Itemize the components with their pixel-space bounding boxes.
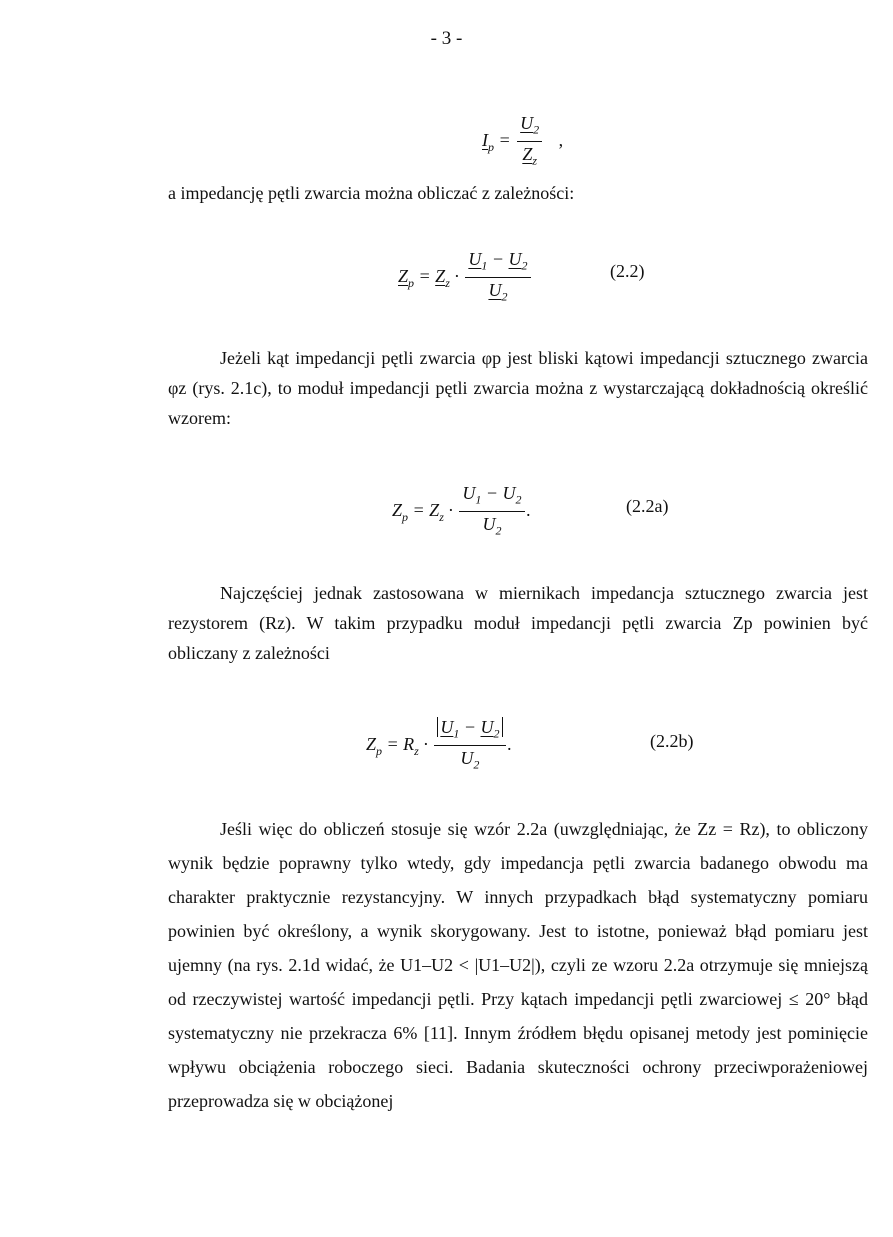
page-number: - 3 - [430,28,463,49]
eq3-num-b-sub: 2 [515,492,522,507]
eq3-num-a: U [462,483,476,503]
equation-2-2b-number: (2.2b) [650,731,694,751]
eq2-den: U [488,279,502,300]
eq1-num-sub: 2 [533,122,540,137]
eq4-factor: R [403,734,415,755]
equation-2-2: $Z_p = Z_z$ · $\frac{U_1 - U_2}{U_2}$ [398,248,533,308]
eq2-fraction [465,248,530,308]
eq3-num-b: U [502,483,516,503]
eq2-factor-sub: z [445,275,450,290]
equation-2-2-number: (2.2) [610,261,645,281]
eq2-num-a: U [468,249,482,269]
eq4-fraction [434,716,505,776]
eq4-den-sub: 2 [473,757,480,772]
paragraph-3: Jeśli więc do obliczeń stosuje się wzór 2.2a (uwzględniając, że Zz = Rz), to obliczony wynik będzie poprawny tylko wtedy, gdy impedancja pętli zwarcia badanego obwodu ma charakter praktycznie rezystancyjny. W innych przypadkach błąd systematyczny pomiaru powinien być określony, a wynik skorygowany. Jest to istotne, ponieważ błąd pomiaru jest ujemny (na rys. 2.1d widać, że U1–U2 < |U1–U2|), czyli ze wzoru 2.2a otrzymuje się mniejszą od rzeczywistej wartość impedancji pętli. Przy kątach impedancji pętli zwarciowej ≤ 20° błąd systematyczny nie przekracza 6% [11]. Innym źródłem błędu opisanej metody jest pominięcie wpływu obciążenia roboczego sieci. Badania skuteczności ochrony przeciwporażeniowej przeprowadza się w obciążonej [168,819,868,1111]
eq3-minus: − [485,483,499,503]
eq1-den: Z [522,143,533,164]
equation-2-2b: $Z_p = R_z$ · $\frac{U_1 - U_2}{U_2}$ . [366,716,512,776]
eq3-trail: . [526,500,532,521]
eq2-num-b-sub: 2 [521,258,528,273]
eq4-trail: . [507,734,512,755]
eq2-num-b: U [508,249,522,269]
eq2-lhs-sub: p [408,275,415,290]
eq3-factor: Z [429,500,440,521]
paragraph-2: Najczęściej jednak zastosowana w miernikach impedancja sztucznego zwarcia jest rezystorem (Rz). W takim przypadku moduł impedancji pętli zwarcia Zp powinien być obliczany z zależności [168,583,868,663]
eq1-fraction [517,112,542,172]
eq4-num-b-sub: 2 [493,726,500,741]
eq1-trail: , [558,130,564,151]
eq4-den: U [460,747,474,768]
eq3-fraction [459,482,524,542]
eq3-den: U [482,513,496,534]
eq3-num-a-sub: 1 [475,492,482,507]
equation-2-2a-number: (2.2a) [626,496,669,516]
paragraph-1: Jeżeli kąt impedancji pętli zwarcia φp jest bliski kątowi impedancji sztucznego zwarcia φz (rys. 2.1c), to moduł impedancji pętli zwarcia można z wystarczającą dokładnością określić wzorem: [168,348,868,428]
equation-current: $I_p$ = $\frac{U_2}{Z_z}$ , [482,112,563,172]
eq2-lhs: Z [398,266,409,287]
eq4-num-a-sub: 1 [453,726,460,741]
eq2-factor: Z [435,266,446,287]
eq4-factor-sub: z [414,743,419,758]
eq3-lhs: Z [392,500,403,521]
eq3-factor-sub: z [439,509,444,524]
eq4-lhs-sub: p [376,743,383,758]
eq2-num-a-sub: 1 [481,258,488,273]
eq1-den-sub: z [532,153,537,168]
eq4-minus: − [463,717,476,737]
eq2-den-sub: 2 [501,289,508,304]
eq1-num: U [520,113,534,133]
eq1-lhs-sub: p [488,139,494,154]
intro-line: a impedancję pętli zwarcia można obliczać z zależności: [168,183,575,203]
eq4-lhs: Z [366,734,377,755]
eq1-lhs: I [482,130,488,151]
eq4-num-a: U [440,717,454,737]
eq2-minus: − [491,249,505,269]
equation-2-2a: $Z_p = Z_z$ · $\frac{U_1 - U_2}{U_2}$ . [392,482,531,542]
eq4-num-b: U [480,717,494,737]
eq3-lhs-sub: p [402,509,409,524]
eq3-den-sub: 2 [495,523,502,538]
